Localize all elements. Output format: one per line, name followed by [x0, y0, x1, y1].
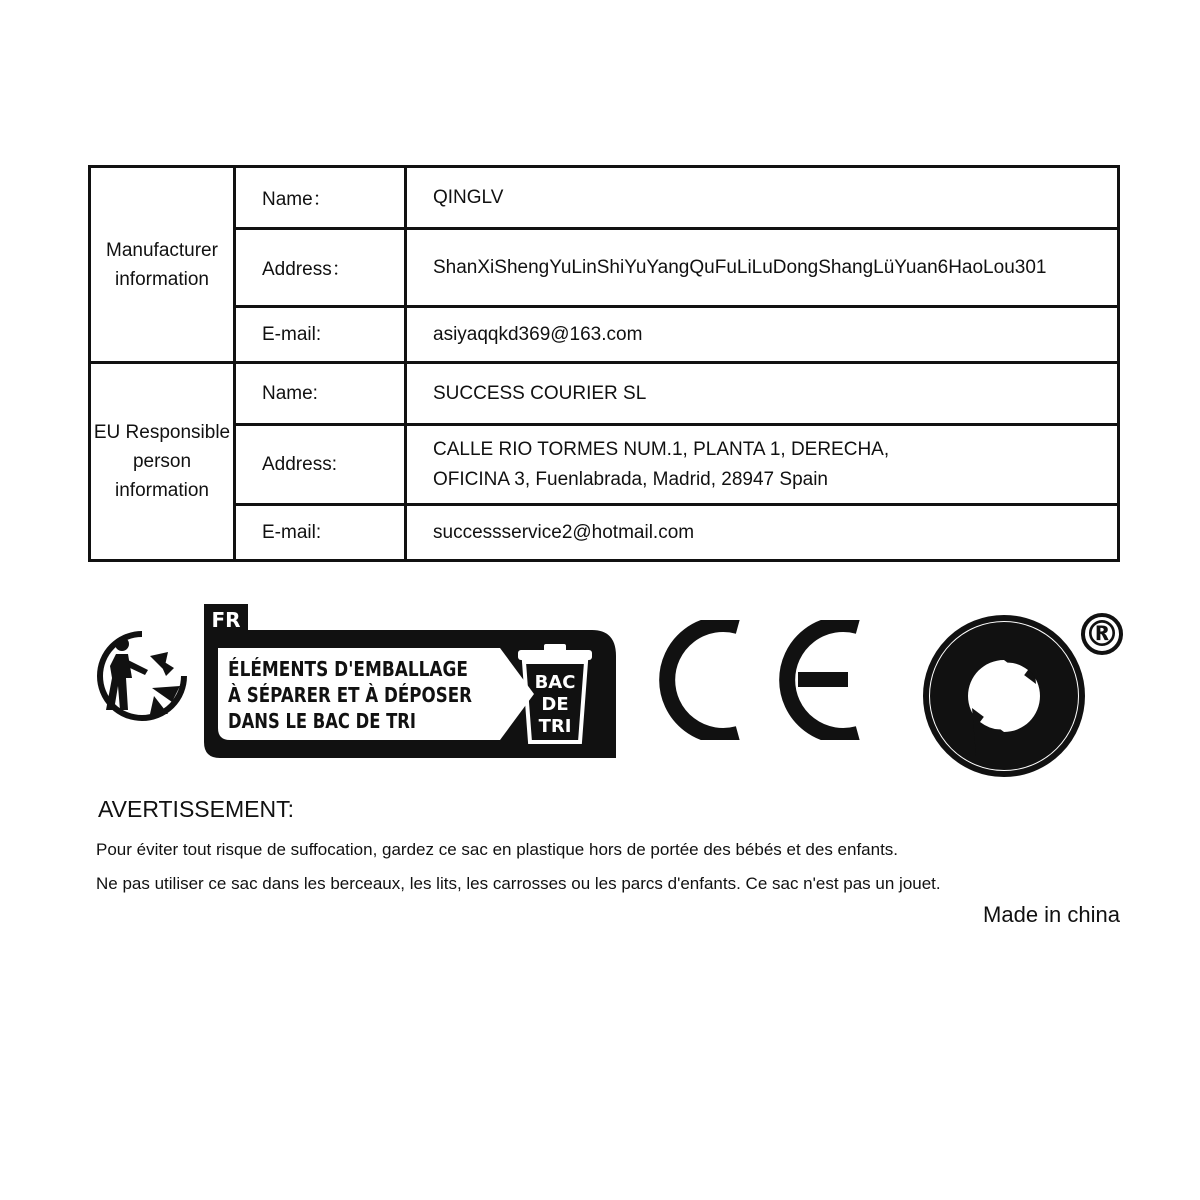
- triman-recycle-person-icon: [92, 626, 192, 726]
- warning-line-2: Ne pas utiliser ce sac dans les berceaux, les lits, les carrosses ou les parcs d'enfants. Ce sac n'est pas un jouet.: [96, 874, 941, 893]
- eu-address-value: [406, 425, 1119, 505]
- manufacturer-address-value: ShanXiShengYuLinShiYuYangQuFuLiLuDongShangLüYuan6HaoLou301: [406, 229, 1119, 307]
- compliance-logos: [0, 600, 1200, 790]
- origin-label: Made in china: [983, 902, 1120, 927]
- info-tri-line-2: À SÉPARER ET À DÉPOSER: [228, 683, 472, 707]
- eu-label-line-3: information: [115, 480, 209, 501]
- manufacturer-name-value: QINGLV: [406, 167, 1119, 229]
- bin-text-2: DE: [541, 694, 569, 715]
- warning-line-1: Pour éviter tout risque de suffocation, gardez ce sac en plastique hors de portée des bébés et des enfants.: [96, 840, 899, 859]
- eu-address-line-1: CALLE RIO TORMES NUM.1, PLANTA 1, DERECHA,: [433, 438, 890, 460]
- ce-mark-icon: [658, 620, 868, 740]
- eu-label-line-1: EU Responsible: [93, 422, 231, 443]
- eu-address-line-2: OFICINA 3, Fuenlabrada, Madrid, 28947 Spain: [433, 468, 829, 490]
- eu-label-line-2: person: [132, 451, 192, 472]
- eu-email-label: E-mail:: [235, 505, 406, 561]
- info-tri-line-3: DANS LE BAC DE TRI: [228, 709, 416, 733]
- registered-icon: [1080, 612, 1124, 656]
- manufacturer-address-label: Address：: [235, 229, 406, 307]
- product-info-table: [88, 165, 1120, 562]
- manufacturer-group-label: [90, 167, 235, 363]
- eu-email-value: successservice2@hotmail.com: [406, 505, 1119, 561]
- info-tri-label: [200, 602, 620, 762]
- bin-text-3: TRI: [538, 716, 572, 737]
- green-dot-icon: [920, 612, 1088, 780]
- bin-text-1: BAC: [534, 672, 576, 693]
- eu-name-value: SUCCESS COURIER SL: [406, 363, 1119, 425]
- manufacturer-label-line-1: Manufacturer: [106, 239, 218, 261]
- eu-responsible-group-label: [90, 363, 235, 561]
- info-tri-line-1: ÉLÉMENTS D'EMBALLAGE: [228, 657, 468, 681]
- eu-address-label: Address:: [235, 425, 406, 505]
- info-tri-country: FR: [211, 608, 241, 632]
- warning-title: AVERTISSEMENT:: [98, 796, 294, 822]
- registered-mark: ®: [1084, 614, 1120, 655]
- manufacturer-email-label: E-mail:: [235, 307, 406, 363]
- eu-name-label: Name:: [235, 363, 406, 425]
- manufacturer-email-value: asiyaqqkd369@163.com: [406, 307, 1119, 363]
- manufacturer-label-line-2: information: [115, 268, 209, 290]
- manufacturer-name-label: Name：: [235, 167, 406, 229]
